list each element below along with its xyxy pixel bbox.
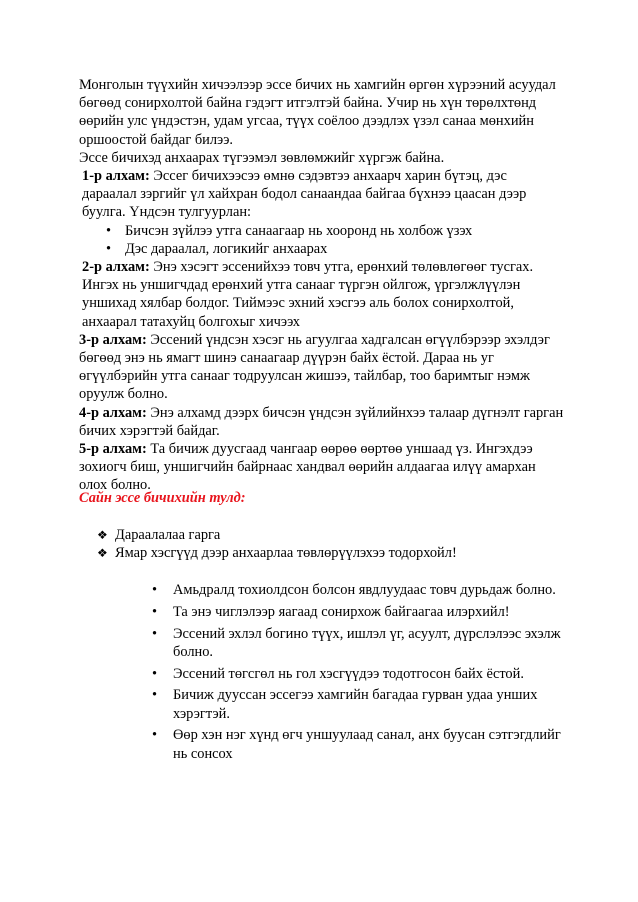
- list-item: ❖ Ямар хэсгүүд дээр анхаарлаа төвлөрүүлэхээ тодорхойл!: [97, 544, 457, 562]
- list-item: • Бичсэн зүйлээ утга санаагаар нь хооронд нь холбож үзэх: [106, 222, 565, 240]
- intro-paragraph: Монголын түүхийн хичээлээр эссе бичих нь хамгийн өргөн хүрээний асуудал бөгөөд сонирхолтой байна гэдэгт итгэлтэй байна. Учир нь хүн төрөлхтөнд өөрийн улс үндэстэн, удам угсаа, түүх соёлоо дээдлэх үзэл санаа мөнхийн оршоостой байдаг билээ.: [79, 77, 556, 148]
- step-5-text: Та бичиж дуусгаад чангаар өөрөө өөртөө уншаад үз. Ингэхдээ зохиогч биш, уншигчийн байрнаас хандвал өөрийн алдаагаа илүү амархан олох болно.: [79, 441, 536, 494]
- step-1-paragraph: [79, 167, 565, 222]
- tips-list: [97, 526, 457, 562]
- step-3-label: 3-р алхам:: [79, 331, 147, 348]
- step-4-text: Энэ алхамд дээрх бичсэн үндсэн зүйлийнхээ талаар дүгнэлт гарган бичих хэрэгтэй байдаг.: [79, 404, 564, 439]
- list-item: • Бичиж дууссан эссегээ хамгийн багадаа гурван удаа унших хэрэгтэй.: [152, 686, 564, 722]
- list-item: • Дэс дараалал, логикийг анхаарах: [106, 240, 565, 258]
- list-item: • Эссений эхлэл богино түүх, ишлэл үг, асуулт, дүрслэлээс эхэлж болно.: [152, 625, 564, 661]
- list-item: • Амьдралд тохиолдсон болсон явдлуудаас товч дурьдаж болно.: [152, 581, 564, 599]
- step-3-text: Эссений үндсэн хэсэг нь агуулгаа хадгалсан өгүүлбэрээр эхэлдэг бөгөөд энэ нь ямагт шинэ санаагаар дүүрэн байх ёстой. Дараа нь уг өгүүлбэрийн утга санааг тодруулсан жишээ, тайлбар, тоо баримтыг нэмж оруулж болно.: [79, 331, 550, 403]
- list-item: ❖ Дараалалаа гарга: [97, 526, 457, 544]
- list-item: • Та энэ чиглэлээр яагаад сонирхож байгаагаа илэрхийл!: [152, 603, 564, 621]
- intro-advice-line: Эссе бичихэд анхаарах түгээмэл зөвлөмжийг хүргэж байна.: [79, 149, 445, 166]
- step-4-label: 4-р алхам:: [79, 404, 147, 421]
- body-text: [79, 76, 565, 495]
- step-3-paragraph: [79, 331, 565, 404]
- step-1-bullet-list: [79, 222, 565, 258]
- advice-list: [152, 581, 564, 766]
- step-1-text: Эссег бичихээсээ өмнө сэдэвтээ анхаарч харин бүтэц, дэс дараалал зэргийг үл хайхран бодол санаандаа байгаа бүхнээ цаасан дээр буулга. Үндсэн тулгуурлан:: [82, 168, 527, 221]
- step-1-label: 1-р алхам:: [82, 168, 150, 185]
- step-2-text: Энэ хэсэгт эссенийхээ товч утга, ерөнхий төлөвлөгөөг тусгах. Ингэх нь уншигчдад ерөнхий утга санааг түргэн ойлгож, үргэлжлүүлэн уншихад хялбар болдог. Тиймээс эхний хэсгээ аль болох сонирхолтой, анхаарал татахуйц болгохыг хичээх: [82, 259, 534, 330]
- list-item: • Эссений төгсгөл нь гол хэсгүүдээ тодотгосон байх ёстой.: [152, 665, 564, 683]
- step-5-label: 5-р алхам:: [79, 441, 147, 458]
- step-2-paragraph: [79, 258, 565, 331]
- step-4-paragraph: [79, 404, 565, 440]
- tips-heading: Сайн эссе бичихийн тулд:: [79, 490, 246, 506]
- list-item: • Өөр хэн нэг хүнд өгч уншуулаад санал, анх буусан сэтгэгдлийг нь сонсох: [152, 726, 564, 762]
- step-2-label: 2-р алхам:: [82, 259, 150, 276]
- step-5-paragraph: [79, 440, 565, 495]
